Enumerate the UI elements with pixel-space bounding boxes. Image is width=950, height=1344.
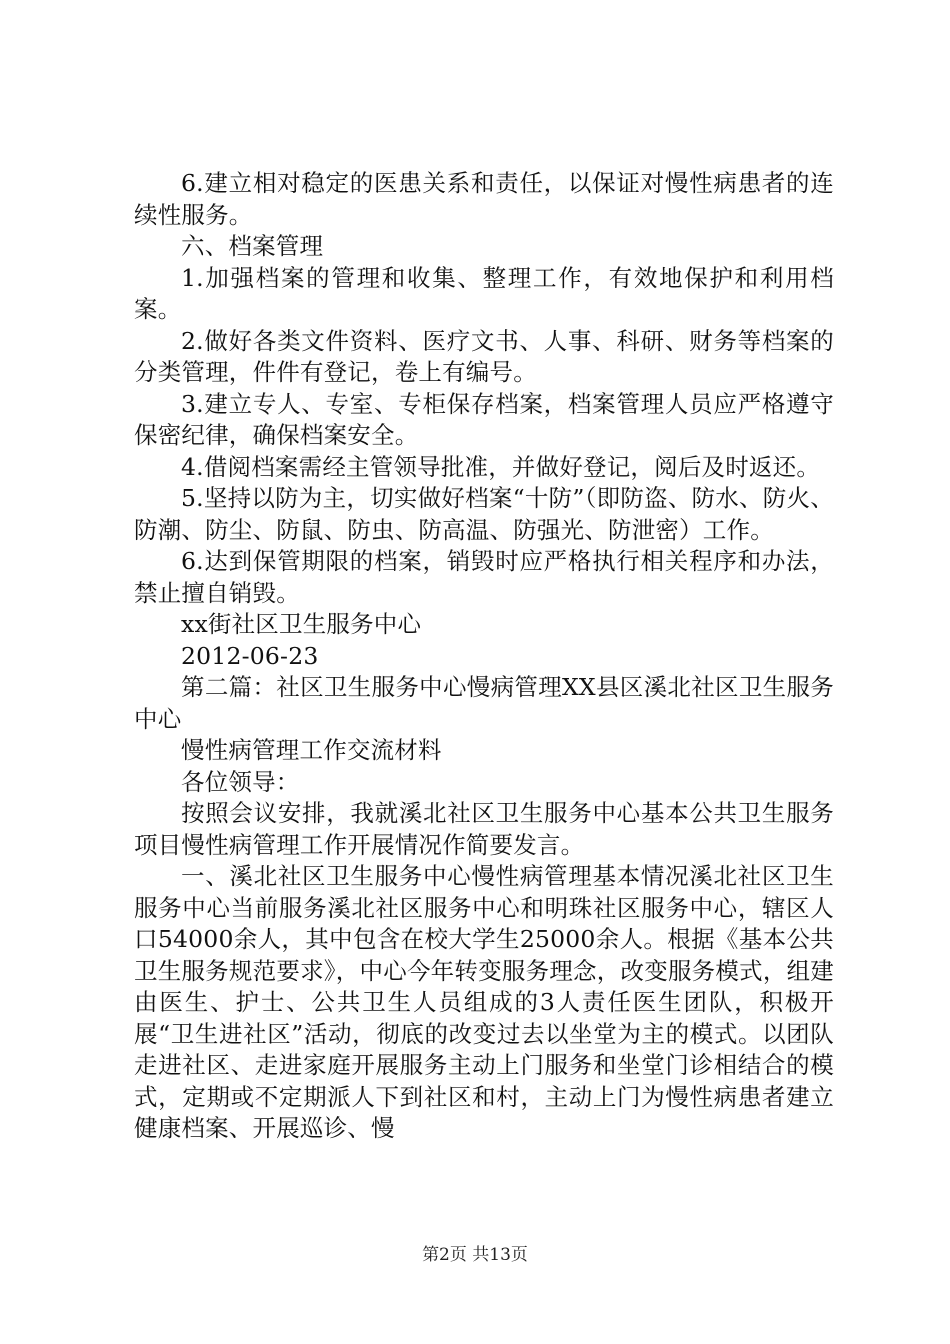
paragraph-archive-2: 2.做好各类文件资料、医疗文书、人事、科研、财务等档案的分类管理，件件有登记，卷上有编号。 bbox=[134, 326, 834, 386]
paragraph-archive-4: 4.借阅档案需经主管领导批准，并做好登记，阅后及时返还。 bbox=[181, 452, 821, 481]
paragraph-archive-3: 3.建立专人、专室、专柜保存档案，档案管理人员应严格遵守保密纪律，确保档案安全。 bbox=[134, 389, 834, 449]
intro-paragraph: 按照会议安排，我就溪北社区卫生服务中心基本公共卫生服务项目慢性病管理工作开展情况作简要发言。 bbox=[134, 799, 834, 859]
section-heading-archive-management: 六、档案管理 bbox=[181, 232, 324, 260]
signature-organization: xx街社区卫生服务中心 bbox=[181, 610, 422, 638]
subtitle: 慢性病管理工作交流材料 bbox=[181, 736, 442, 764]
paragraph-archive-1: 1.加强档案的管理和收集、整理工作，有效地保护和利用档案。 bbox=[134, 263, 834, 323]
salutation: 各位领导： bbox=[181, 767, 300, 796]
paragraph-archive-6: 6.达到保管期限的档案，销毁时应严格执行相关程序和办法，禁止擅自销毁。 bbox=[134, 547, 834, 607]
chapter-title: 第二篇：社区卫生服务中心慢病管理XX县区溪北社区卫生服务中心 bbox=[134, 673, 834, 733]
page-number-label: 第2页 共13页 bbox=[422, 1245, 528, 1265]
signature-date: 2012-06-23 bbox=[181, 641, 319, 670]
paragraph-archive-5: 5.坚持以防为主，切实做好档案“十防”（即防盗、防水、防火、防潮、防尘、防鼠、防虫、防高温、防强光、防泄密）工作。 bbox=[134, 484, 834, 544]
document-body bbox=[134, 168, 834, 1145]
paragraph-item-6-relationship: 6.建立相对稳定的医患关系和责任，以保证对慢性病患者的连续性服务。 bbox=[134, 169, 834, 229]
page-footer bbox=[0, 1244, 950, 1266]
section-one-paragraph: 一、溪北社区卫生服务中心慢性病管理基本情况溪北社区卫生服务中心当前服务溪北社区服务中心和明珠社区服务中心，辖区人口54000余人，其中包含在校大学生25000余人。根据《基本公共卫生服务规范要求》，中心今年转变服务理念，改变服务模式，组建由医生、护士、公共卫生人员组成的3人责任医生团队，积极开展“卫生进社区”活动，彻底的改变过去以坐堂为主的模式。以团队走进社区、走进家庭开展服务主动上门服务和坐堂门诊相结合的模式，定期或不定期派人下到社区和村，主动上门为慢性病患者建立健康档案、开展巡诊、慢 bbox=[134, 862, 834, 1142]
